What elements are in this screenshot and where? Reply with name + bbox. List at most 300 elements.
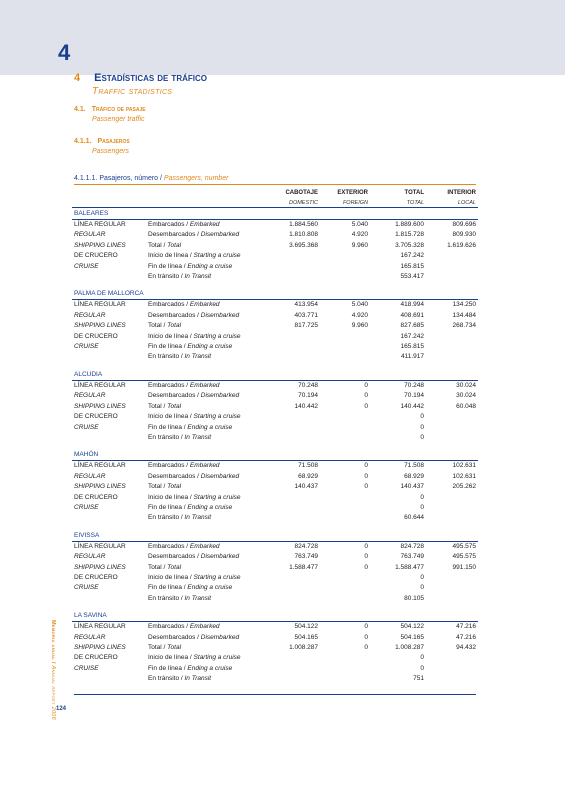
value-cell: 70.248 (404, 381, 424, 389)
value-cell: 94.432 (456, 644, 476, 651)
table-row (72, 332, 478, 342)
table-title-en: Passengers, number (163, 175, 229, 182)
empty-cell (264, 352, 320, 362)
row-label-es: Total / (148, 563, 166, 571)
value-cell: 80.105 (404, 594, 424, 602)
empty-cell (264, 503, 320, 513)
side-caption (50, 620, 56, 720)
col-header-foreign: EXTERIOR (337, 190, 368, 196)
row-label-es: Fin de línea / (148, 664, 186, 672)
row-group-label: DE CRUCERO (74, 654, 118, 662)
value-cell: 140.442 (400, 402, 424, 410)
row-label (146, 513, 264, 523)
row-label-en: Embarked (189, 462, 220, 470)
value-cell: 418.994 (400, 301, 424, 309)
table-title-rule (74, 184, 476, 185)
value-cell: 140.437 (400, 483, 424, 491)
value-cell: 68.929 (404, 472, 424, 480)
row-label (146, 311, 264, 321)
row-label (146, 423, 264, 433)
value-cell: 3.695.368 (289, 241, 318, 249)
value-cell: 5.040 (351, 221, 368, 228)
row-label (146, 633, 264, 643)
row-label-es: Desembarcados / (148, 392, 199, 400)
section-number: 4 (74, 72, 81, 84)
value-cell: 0 (420, 423, 424, 431)
region-name: PALMA DE MALLORCA (72, 288, 478, 300)
empty-cell (264, 251, 320, 261)
table-title (74, 175, 229, 182)
value-cell: 102.631 (452, 462, 476, 470)
row-label (146, 220, 264, 231)
row-label-en: Total (167, 483, 182, 491)
value-cell: 809.930 (452, 231, 476, 239)
empty-cell (426, 262, 478, 272)
table-row (72, 321, 478, 331)
row-label-es: Inicio de línea / (148, 654, 192, 662)
empty-cell (320, 493, 370, 503)
empty-cell (320, 664, 370, 674)
row-label-es: Total / (148, 483, 166, 491)
empty-cell (320, 573, 370, 583)
empty-cell (264, 513, 320, 523)
empty-cell (426, 412, 478, 422)
row-label-es: Fin de línea / (148, 343, 186, 351)
empty-cell (320, 412, 370, 422)
row-label (146, 380, 264, 391)
row-group-label: LÍNEA REGULAR (74, 623, 126, 631)
subsection-heading (74, 106, 146, 113)
value-cell: 0 (420, 413, 424, 421)
value-cell: 0 (420, 433, 424, 441)
table-row (72, 552, 478, 562)
row-group-label: DE CRUCERO (74, 332, 118, 340)
table-row (72, 241, 478, 251)
value-cell: 1.815.728 (395, 231, 424, 239)
table-row (72, 230, 478, 240)
empty-cell (426, 493, 478, 503)
table-row (72, 311, 478, 321)
table-row (72, 643, 478, 653)
value-cell: 495.575 (452, 542, 476, 550)
empty-cell (426, 332, 478, 342)
table-row (72, 674, 478, 684)
row-label-en: Ending a cruise (187, 423, 233, 431)
value-cell: 0 (364, 553, 368, 561)
row-label-es: Embarcados / (148, 301, 189, 309)
empty-cell (264, 412, 320, 422)
row-label (146, 412, 264, 422)
row-group-label (72, 352, 146, 362)
row-label-es: Desembarcados / (148, 231, 199, 239)
row-label (146, 402, 264, 412)
row-label-es: Fin de línea / (148, 584, 186, 592)
table-row (72, 513, 478, 523)
empty-cell (426, 573, 478, 583)
value-cell: 167.242 (400, 252, 424, 260)
value-cell: 0 (420, 664, 424, 672)
empty-cell (426, 342, 478, 352)
table-row (72, 342, 478, 352)
value-cell: 70.248 (298, 381, 318, 389)
table-row (72, 461, 478, 472)
value-cell: 5.040 (351, 301, 368, 309)
value-cell: 1.619.626 (447, 241, 476, 249)
row-group-label: REGULAR (74, 553, 106, 561)
value-cell: 553.417 (400, 273, 424, 281)
empty-cell (320, 272, 370, 282)
table-row (72, 380, 478, 391)
value-cell: 0 (420, 573, 424, 581)
empty-cell (426, 664, 478, 674)
table-row (72, 391, 478, 401)
empty-cell (426, 272, 478, 282)
row-group-label: LÍNEA REGULAR (74, 301, 126, 309)
table-row (72, 423, 478, 433)
region-name: MAHÓN (72, 449, 478, 461)
table-row (72, 622, 478, 633)
value-cell: 4.920 (351, 231, 368, 239)
table-row (72, 251, 478, 261)
row-label-es: En tránsito / (148, 433, 183, 441)
value-cell: 504.122 (294, 623, 318, 631)
row-label-en: Starting a cruise (193, 252, 241, 260)
subsubsection-title: Pasajeros (97, 138, 130, 145)
row-label (146, 230, 264, 240)
table-row (72, 482, 478, 492)
row-label-es: Inicio de línea / (148, 493, 192, 501)
row-label (146, 433, 264, 443)
empty-cell (320, 513, 370, 523)
region-name: LA SAVINA (72, 610, 478, 622)
section-title: Estadísticas de tráfico (94, 72, 207, 84)
value-cell: 824.728 (294, 542, 318, 550)
table-row (72, 472, 478, 482)
header-row-en (72, 198, 478, 208)
col-header-domestic-en: DOMESTIC (288, 199, 318, 206)
value-cell: 751 (413, 675, 424, 683)
row-label-es: En tránsito / (148, 675, 183, 683)
empty-cell (320, 251, 370, 261)
row-label (146, 262, 264, 272)
row-label (146, 272, 264, 282)
row-label-es: En tránsito / (148, 594, 183, 602)
empty-cell (264, 573, 320, 583)
region-name: ALCUDIA (72, 369, 478, 381)
table-row (72, 402, 478, 412)
region-header-row (72, 288, 478, 300)
empty-cell (320, 262, 370, 272)
row-group-label: CRUISE (74, 423, 99, 431)
row-label-es: Embarcados / (148, 462, 189, 470)
value-cell: 70.194 (298, 392, 318, 400)
row-label-es: Total / (148, 322, 166, 330)
empty-cell (264, 272, 320, 282)
empty-cell (426, 251, 478, 261)
row-label-en: Embarked (189, 381, 220, 389)
table-row (72, 503, 478, 513)
empty-cell (426, 433, 478, 443)
row-label-en: Ending a cruise (187, 503, 233, 511)
row-label-en: In Transit (184, 675, 212, 683)
row-label (146, 241, 264, 251)
row-label-es: Desembarcados / (148, 472, 199, 480)
row-label-en: Starting a cruise (193, 654, 241, 662)
section-title-en: Traffic stadistics (92, 86, 173, 97)
value-cell: 0 (420, 654, 424, 662)
value-cell: 165.815 (400, 343, 424, 351)
value-cell: 495.575 (452, 553, 476, 561)
table-row (72, 573, 478, 583)
row-label-en: In Transit (184, 353, 212, 361)
row-group-label: SHIPPING LINES (74, 644, 126, 651)
row-label (146, 493, 264, 503)
row-group-label: LÍNEA REGULAR (74, 462, 126, 470)
table-row (72, 220, 478, 231)
table-number: 4.1.1.1. (74, 175, 98, 182)
row-label-es: Desembarcados / (148, 311, 199, 319)
value-cell: 1.889.600 (395, 221, 424, 228)
col-header-local: INTERIOR (447, 190, 476, 196)
table-row (72, 493, 478, 503)
region-header-row (72, 369, 478, 381)
row-label-es: Fin de línea / (148, 423, 186, 431)
value-cell: 9.960 (351, 241, 368, 249)
col-header-total: TOTAL (404, 190, 424, 196)
row-label (146, 332, 264, 342)
row-label-en: Total (167, 241, 182, 249)
empty-cell (264, 674, 320, 684)
row-group-label: DE CRUCERO (74, 252, 118, 260)
row-label-es: Desembarcados / (148, 633, 199, 641)
header-row (72, 189, 478, 198)
value-cell: 0 (364, 644, 368, 651)
value-cell: 71.508 (298, 462, 318, 470)
empty-cell (264, 594, 320, 604)
row-group-label: REGULAR (74, 311, 106, 319)
value-cell: 817.725 (294, 322, 318, 330)
row-label (146, 503, 264, 513)
row-group-label: SHIPPING LINES (74, 563, 126, 571)
row-label-en: Starting a cruise (193, 332, 241, 340)
row-label-en: Ending a cruise (187, 664, 233, 672)
value-cell: 1.008.287 (395, 644, 424, 651)
row-label-en: In Transit (184, 594, 212, 602)
row-label-es: Total / (148, 402, 166, 410)
empty-cell (320, 332, 370, 342)
value-cell: 47.216 (456, 623, 476, 631)
row-label (146, 664, 264, 674)
value-cell: 68.929 (298, 472, 318, 480)
row-group-label: CRUISE (74, 584, 99, 592)
row-group-label: DE CRUCERO (74, 413, 118, 421)
row-label-en: Ending a cruise (187, 584, 233, 592)
row-label (146, 352, 264, 362)
row-label (146, 472, 264, 482)
row-group-label: CRUISE (74, 343, 99, 351)
value-cell: 1.588.477 (395, 563, 424, 571)
value-cell: 70.194 (404, 392, 424, 400)
row-label-en: Disembarked (200, 553, 240, 561)
row-label-es: Inicio de línea / (148, 332, 192, 340)
table-row (72, 563, 478, 573)
row-label (146, 391, 264, 401)
row-label-es: En tránsito / (148, 273, 183, 281)
row-label (146, 674, 264, 684)
table-row (72, 633, 478, 643)
empty-cell (426, 674, 478, 684)
value-cell: 165.815 (400, 262, 424, 270)
empty-cell (264, 262, 320, 272)
row-label-en: Total (167, 563, 182, 571)
row-label (146, 643, 264, 653)
empty-cell (426, 653, 478, 663)
table-row (72, 433, 478, 443)
col-header-domestic: CABOTAJE (285, 190, 318, 196)
value-cell: 4.920 (351, 311, 368, 319)
chapter-number: 4 (58, 40, 71, 65)
row-label-es: Embarcados / (148, 542, 189, 550)
row-label-es: Embarcados / (148, 381, 189, 389)
empty-cell (320, 433, 370, 443)
value-cell: 30.024 (456, 381, 476, 389)
value-cell: 0 (364, 563, 368, 571)
row-label-en: Total (167, 402, 182, 410)
value-cell: 504.122 (400, 623, 424, 631)
value-cell: 0 (420, 584, 424, 592)
row-label-en: In Transit (184, 433, 212, 441)
row-label-en: Total (167, 322, 182, 330)
value-cell: 0 (364, 472, 368, 480)
region-header-row (72, 449, 478, 461)
value-cell: 413.954 (294, 301, 318, 309)
row-label-es: En tránsito / (148, 514, 183, 522)
value-cell: 827.685 (400, 322, 424, 330)
row-label-en: In Transit (184, 273, 212, 281)
row-group-label: CRUISE (74, 503, 99, 511)
value-cell: 140.442 (294, 402, 318, 410)
value-cell: 0 (364, 623, 368, 631)
row-group-label (72, 594, 146, 604)
region-header-row (72, 530, 478, 542)
row-group-label: SHIPPING LINES (74, 322, 126, 330)
row-label (146, 594, 264, 604)
empty-cell (264, 423, 320, 433)
empty-cell (264, 332, 320, 342)
row-label-en: Embarked (189, 623, 220, 631)
region-name: EIVISSA (72, 530, 478, 542)
table-row (72, 272, 478, 282)
value-cell: 47.216 (456, 633, 476, 641)
region-name: BALEARES (72, 208, 478, 220)
region-header-row (72, 208, 478, 220)
subsubsection-title-en: Passengers (92, 148, 129, 155)
row-group-label: REGULAR (74, 633, 106, 641)
value-cell: 1.884.560 (289, 221, 318, 228)
table-row (72, 653, 478, 663)
row-label (146, 461, 264, 472)
col-header-local-en: LOCAL (457, 199, 476, 206)
col-header-total-en: TOTAL (406, 199, 424, 206)
empty-cell (320, 503, 370, 513)
table-bottom-rule (74, 694, 476, 695)
table-row (72, 541, 478, 552)
value-cell: 71.508 (404, 462, 424, 470)
empty-cell (320, 653, 370, 663)
row-label-es: Desembarcados / (148, 553, 199, 561)
row-group-label: SHIPPING LINES (74, 241, 126, 249)
row-label-es: Total / (148, 644, 166, 651)
col-header-foreign-en: FOREIGN (342, 199, 368, 206)
value-cell: 60.644 (404, 514, 424, 522)
row-label-es: Fin de línea / (148, 503, 186, 511)
row-label (146, 653, 264, 663)
row-group-label: CRUISE (74, 262, 99, 270)
row-group-label: LÍNEA REGULAR (74, 381, 126, 389)
empty-cell (264, 493, 320, 503)
row-group-label: CRUISE (74, 664, 99, 672)
top-band (0, 0, 565, 75)
passenger-table (72, 189, 478, 685)
table-row (72, 352, 478, 362)
empty-cell (426, 513, 478, 523)
row-label (146, 342, 264, 352)
value-cell: 763.749 (400, 553, 424, 561)
row-group-label: SHIPPING LINES (74, 483, 126, 491)
empty-cell (426, 583, 478, 593)
value-cell: 0 (364, 392, 368, 400)
row-group-label: DE CRUCERO (74, 573, 118, 581)
value-cell: 0 (420, 493, 424, 501)
row-label (146, 321, 264, 331)
value-cell: 1.810.808 (289, 231, 318, 239)
row-label-es: En tránsito / (148, 353, 183, 361)
value-cell: 408.691 (400, 311, 424, 319)
value-cell: 504.165 (294, 633, 318, 641)
row-group-label (72, 272, 146, 282)
row-label-en: Ending a cruise (187, 343, 233, 351)
value-cell: 504.165 (400, 633, 424, 641)
value-cell: 0 (364, 542, 368, 550)
value-cell: 3.705.328 (395, 241, 424, 249)
row-label-en: Disembarked (200, 392, 240, 400)
value-cell: 411.917 (400, 353, 424, 361)
row-label-en: Disembarked (200, 633, 240, 641)
value-cell: 60.048 (456, 402, 476, 410)
table-title-es: Pasajeros, número / (99, 175, 162, 182)
side-caption-es: Memoria anual / (50, 620, 56, 664)
row-label-en: Ending a cruise (187, 262, 233, 270)
subsection-title-en: Passenger traffic (92, 116, 145, 123)
row-label-en: Embarked (189, 542, 220, 550)
row-group-label: LÍNEA REGULAR (74, 221, 126, 228)
value-cell: 30.024 (456, 392, 476, 400)
row-label-en: Disembarked (200, 311, 240, 319)
row-label (146, 573, 264, 583)
empty-cell (426, 503, 478, 513)
row-group-label (72, 674, 146, 684)
value-cell: 0 (420, 503, 424, 511)
value-cell: 9.960 (351, 322, 368, 330)
value-cell: 0 (364, 483, 368, 491)
value-cell: 167.242 (400, 332, 424, 340)
row-group-label: LÍNEA REGULAR (74, 542, 126, 550)
value-cell: 763.749 (294, 553, 318, 561)
section-heading (74, 72, 207, 84)
value-cell: 134.250 (452, 301, 476, 309)
page-number: 124 (56, 706, 67, 712)
row-label-en: Embarked (189, 301, 220, 309)
